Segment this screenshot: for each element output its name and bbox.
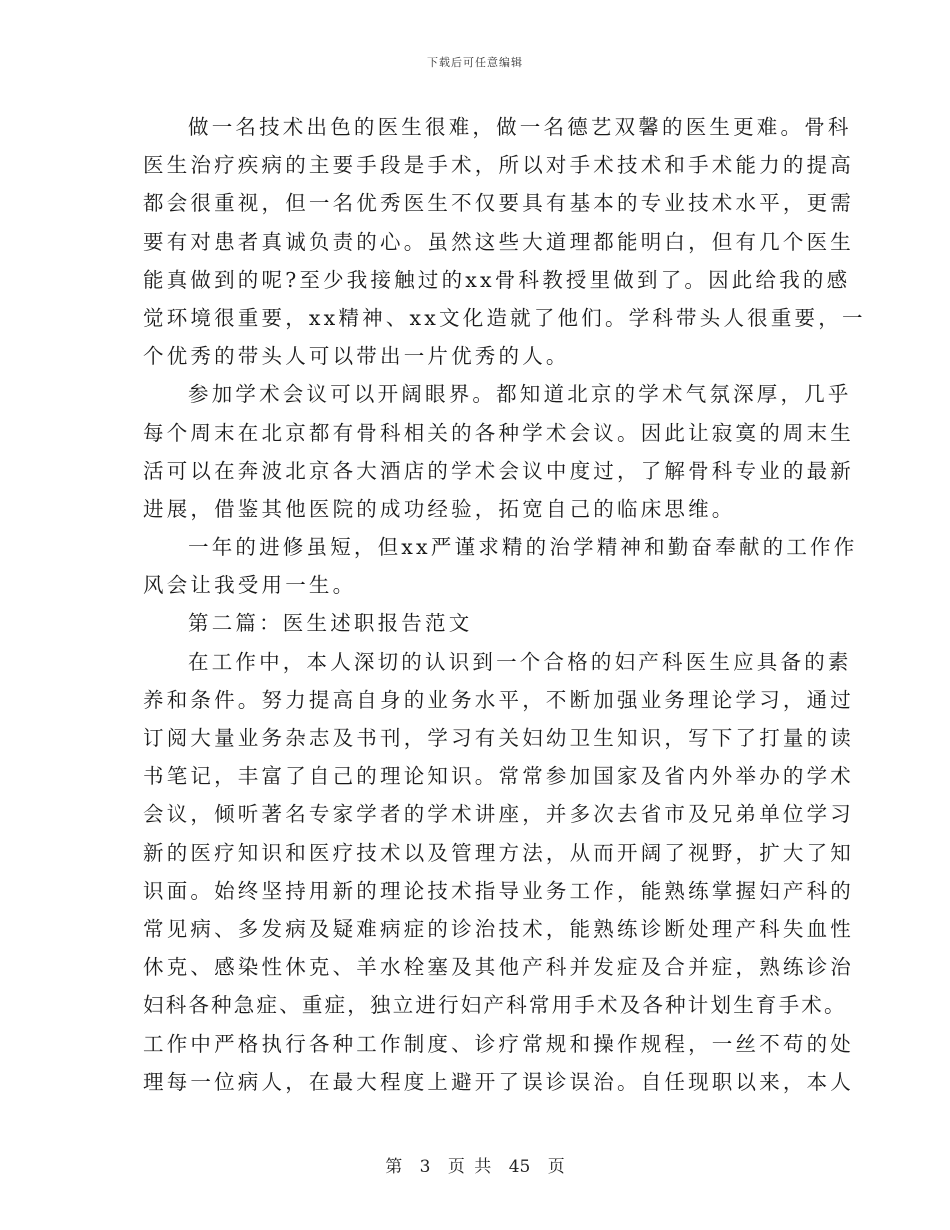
section-heading: 第二篇：医生述职报告范文 [188, 611, 473, 636]
text-line: 养和条件。努力提高自身的业务水平，不断加强业务理论学习，通过 [143, 687, 854, 712]
footer-prefix: 第 [385, 1157, 403, 1177]
text-line: 识面。始终坚持用新的理论技术指导业务工作，能熟练掌握妇产科的 [143, 878, 854, 903]
page-header: 下载后可任意编辑 [427, 56, 523, 69]
text-line: 订阅大量业务杂志及书刊，学习有关妇幼卫生知识，写下了打量的读 [143, 726, 854, 750]
text-line: 风会让我受用一生。 [143, 573, 357, 598]
text-line: 工作中严格执行各种工作制度、诊疗常规和操作规程，一丝不苟的处 [143, 1031, 854, 1056]
text-line: 每个周末在北京都有骨科相关的各种学术会议。因此让寂寞的周末生 [143, 420, 854, 445]
text-line: 参加学术会议可以开阔眼界。都知道北京的学术气氛深厚，几乎 [188, 382, 852, 407]
text-line: 进展，借鉴其他医院的成功经验，拓宽自己的临床思维。 [143, 496, 736, 521]
text-line: 觉环境很重要，xx精神、xx文化造就了他们。学科带头人很重要，一 [143, 305, 866, 330]
text-line: 理每一位病人，在最大程度上避开了误诊误治。自任现职以来，本人 [143, 1069, 854, 1094]
page-footer [0, 1152, 950, 1177]
text-line: 个优秀的带头人可以带出一片优秀的人。 [143, 344, 570, 369]
text-line: 一年的进修虽短，但xx严谨求精的治学精神和勤奋奉献的工作作 [188, 535, 858, 560]
text-line: 要有对患者真诚负责的心。虽然这些大道理都能明白，但有几个医生 [143, 229, 854, 254]
document-body [143, 108, 866, 1101]
footer-suffix: 页 [547, 1157, 565, 1177]
text-line: 新的医疗知识和医疗技术以及管理方法，从而开阔了视野，扩大了知 [143, 840, 854, 865]
text-line: 做一名技术出色的医生很难，做一名德艺双馨的医生更难。骨科 [188, 115, 852, 139]
text-line: 能真做到的呢?至少我接触过的xx骨科教授里做到了。因此给我的感 [143, 267, 851, 292]
text-line: 书笔记，丰富了自己的理论知识。常常参加国家及省内外举办的学术 [143, 764, 854, 789]
text-line: 休克、感染性休克、羊水栓塞及其他产科并发症及合并症，熟练诊治 [143, 955, 854, 980]
current-page-number: 3 [419, 1157, 431, 1177]
total-page-count: 45 [508, 1157, 531, 1177]
text-line: 会议，倾听著名专家学者的学术讲座，并多次去省市及兄弟单位学习 [143, 802, 854, 827]
text-line: 常见病、多发病及疑难病症的诊治技术，能熟练诊断处理产科失血性 [143, 916, 854, 941]
text-line: 妇科各种急症、重症，独立进行妇产科常用手术及各种计划生育手术。 [143, 993, 847, 1018]
text-line: 医生治疗疾病的主要手段是手术，所以对手术技术和手术能力的提高 [143, 153, 854, 178]
footer-mid: 页 共 [447, 1157, 492, 1177]
text-line: 都会很重视，但一名优秀医生不仅要具有基本的专业技术水平，更需 [143, 191, 854, 216]
text-line: 活可以在奔波北京各大酒店的学术会议中度过，了解骨科专业的最新 [143, 458, 854, 483]
text-line: 在工作中，本人深切的认识到一个合格的妇产科医生应具备的素 [188, 649, 852, 674]
